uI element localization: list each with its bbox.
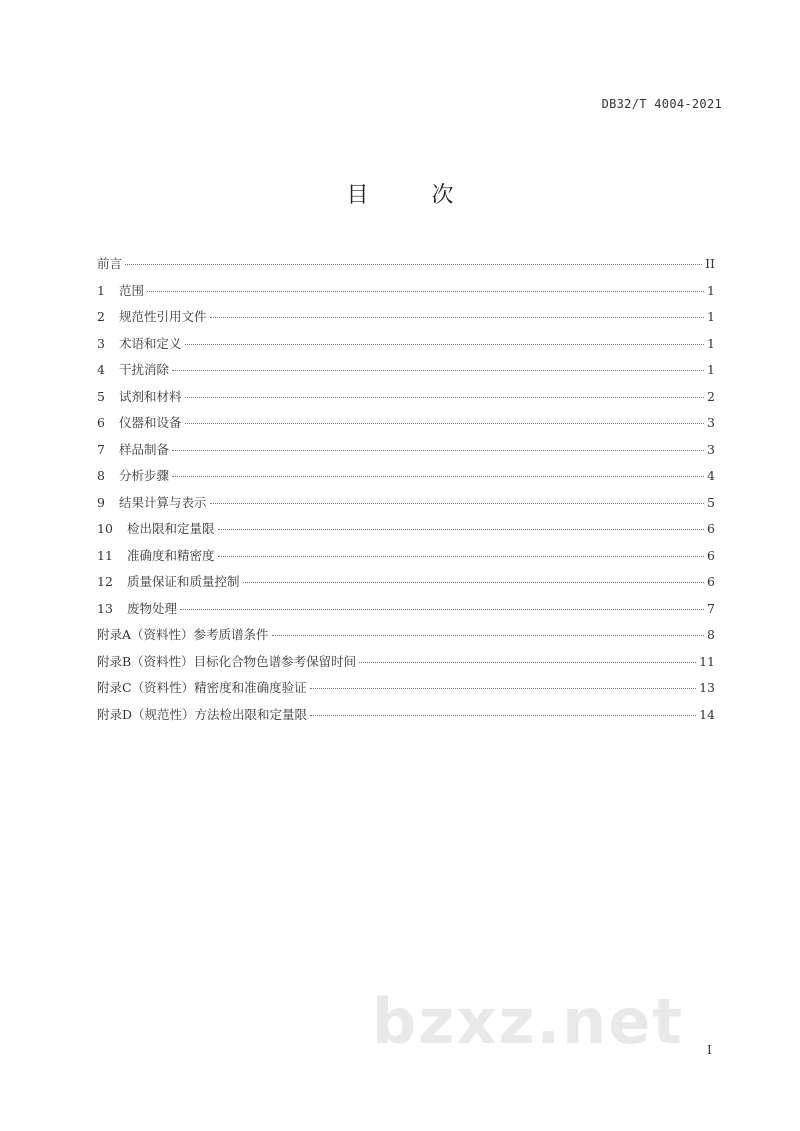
toc-leader-dots	[210, 316, 704, 318]
toc-entry-label	[97, 625, 269, 643]
toc-leader-dots	[185, 396, 704, 398]
page-number: I	[707, 1043, 712, 1057]
toc-entry-title: 质量保证和质量控制	[127, 574, 240, 589]
toc-entry-label	[97, 705, 307, 723]
toc-leader-dots	[218, 555, 704, 557]
toc-entry-title: 前言	[97, 256, 123, 271]
toc-entry[interactable]	[97, 360, 715, 387]
toc-entry-number: 4	[97, 362, 105, 377]
toc-leader-dots	[185, 343, 704, 345]
toc-entry-page: 14	[699, 706, 715, 722]
toc-leader-dots	[210, 502, 704, 504]
toc-entry[interactable]	[97, 572, 715, 599]
toc-entry-label	[97, 652, 356, 670]
toc-entry[interactable]	[97, 705, 715, 732]
toc-entry[interactable]	[97, 387, 715, 414]
watermark: bzxz.net	[372, 985, 684, 1058]
toc-leader-dots	[125, 263, 702, 265]
toc-entry-number: 2	[97, 309, 105, 324]
toc-entry-title: 术语和定义	[119, 335, 182, 351]
toc-entry-page: 2	[707, 388, 715, 404]
toc-leader-dots	[185, 422, 704, 424]
toc-entry-title: 分析步骤	[119, 468, 170, 483]
toc-entry-title: 废物处理	[127, 600, 178, 616]
toc-entry-page: 7	[707, 600, 715, 616]
toc-leader-dots	[180, 608, 704, 610]
toc-leader-dots	[272, 634, 704, 636]
toc-entry-title: 附录C（资料性）精密度和准确度验证	[97, 680, 307, 695]
toc-entry-page: 3	[707, 441, 715, 457]
toc-entry-label	[97, 334, 182, 352]
toc-entry-title: 仪器和设备	[119, 415, 182, 430]
toc-entry[interactable]	[97, 625, 715, 652]
toc-entry[interactable]	[97, 678, 715, 705]
toc-entry-number: 10	[97, 521, 113, 536]
toc-entry-number: 12	[97, 574, 113, 589]
toc-entry[interactable]	[97, 493, 715, 520]
toc-leader-dots	[172, 449, 704, 451]
toc-entry-title: 试剂和材料	[119, 388, 182, 404]
toc-entry-page: 4	[707, 468, 715, 483]
toc-entry[interactable]	[97, 546, 715, 573]
toc-leader-dots	[172, 369, 704, 371]
toc-entry-label	[97, 466, 169, 484]
toc-leader-dots	[310, 714, 696, 716]
toc-entry-page: 6	[707, 521, 715, 536]
toc-entry-page: 11	[699, 653, 715, 669]
toc-entry-title: 干扰消除	[119, 362, 170, 377]
toc-entry-number: 1	[97, 282, 105, 298]
toc-entry[interactable]	[97, 281, 715, 308]
document-code: DB32/T 4004-2021	[601, 97, 722, 111]
toc-entry[interactable]	[97, 440, 715, 467]
toc-entry-title: 附录B（资料性）目标化合物色谱参考保留时间	[97, 653, 357, 669]
toc-entry-label	[97, 678, 307, 696]
toc-entry-title: 规范性引用文件	[119, 309, 207, 324]
toc-entry-number: 13	[97, 600, 113, 616]
toc-entry[interactable]	[97, 519, 715, 546]
toc-entry-number: 3	[97, 335, 105, 351]
toc-leader-dots	[359, 661, 696, 663]
toc-entry[interactable]	[97, 466, 715, 493]
toc-entry-label	[97, 307, 207, 325]
toc-entry-page: 1	[707, 335, 715, 351]
toc-entry-number: 6	[97, 415, 105, 430]
toc-entry[interactable]	[97, 413, 715, 440]
toc-entry-label	[97, 281, 144, 299]
toc-entry[interactable]	[97, 254, 715, 281]
toc-entry-label	[97, 572, 240, 590]
toc-entry-number: 9	[97, 494, 105, 510]
toc-entry-label	[97, 254, 122, 272]
toc-entry-label	[97, 493, 207, 511]
toc-entry-page: 8	[707, 627, 715, 642]
toc-entry-label	[97, 599, 177, 617]
toc-entry-page: 3	[707, 415, 715, 430]
toc-entry-number: 11	[97, 547, 113, 563]
toc-leader-dots	[172, 475, 704, 477]
toc-entry-label	[97, 360, 169, 378]
page-title: 目 次	[346, 183, 482, 208]
toc-entry-title: 范围	[119, 282, 145, 298]
toc-entry-title: 结果计算与表示	[119, 494, 207, 510]
toc-entry-page: 6	[707, 574, 715, 589]
toc-entry-page: 6	[707, 547, 715, 563]
toc-entry-number: 8	[97, 468, 105, 483]
toc-entry[interactable]	[97, 599, 715, 626]
toc-entry[interactable]	[97, 307, 715, 334]
toc-entry-page: 13	[699, 680, 715, 695]
toc-entry-number: 5	[97, 388, 105, 404]
toc-entry-page: 1	[707, 309, 715, 324]
toc-entry-page: 1	[707, 362, 715, 377]
toc-leader-dots	[218, 528, 704, 530]
toc-entry[interactable]	[97, 334, 715, 361]
toc-entry-label	[97, 440, 169, 458]
toc-entry-page: II	[705, 256, 715, 271]
toc-leader-dots	[310, 687, 697, 689]
table-of-contents	[97, 254, 715, 731]
toc-entry-page: 5	[707, 494, 715, 510]
toc-leader-dots	[147, 290, 704, 292]
toc-entry[interactable]	[97, 652, 715, 679]
toc-entry-label	[97, 546, 215, 564]
toc-entry-page: 1	[707, 282, 715, 298]
toc-entry-label	[97, 413, 182, 431]
toc-entry-title: 附录A（资料性）参考质谱条件	[97, 627, 269, 642]
toc-entry-label	[97, 387, 182, 405]
toc-entry-title: 检出限和定量限	[127, 521, 215, 536]
toc-entry-label	[97, 519, 215, 537]
toc-entry-number: 7	[97, 441, 105, 457]
toc-entry-title: 样品制备	[119, 441, 170, 457]
toc-leader-dots	[243, 581, 704, 583]
toc-entry-title: 附录D（规范性）方法检出限和定量限	[97, 706, 308, 722]
toc-entry-title: 准确度和精密度	[127, 547, 215, 563]
